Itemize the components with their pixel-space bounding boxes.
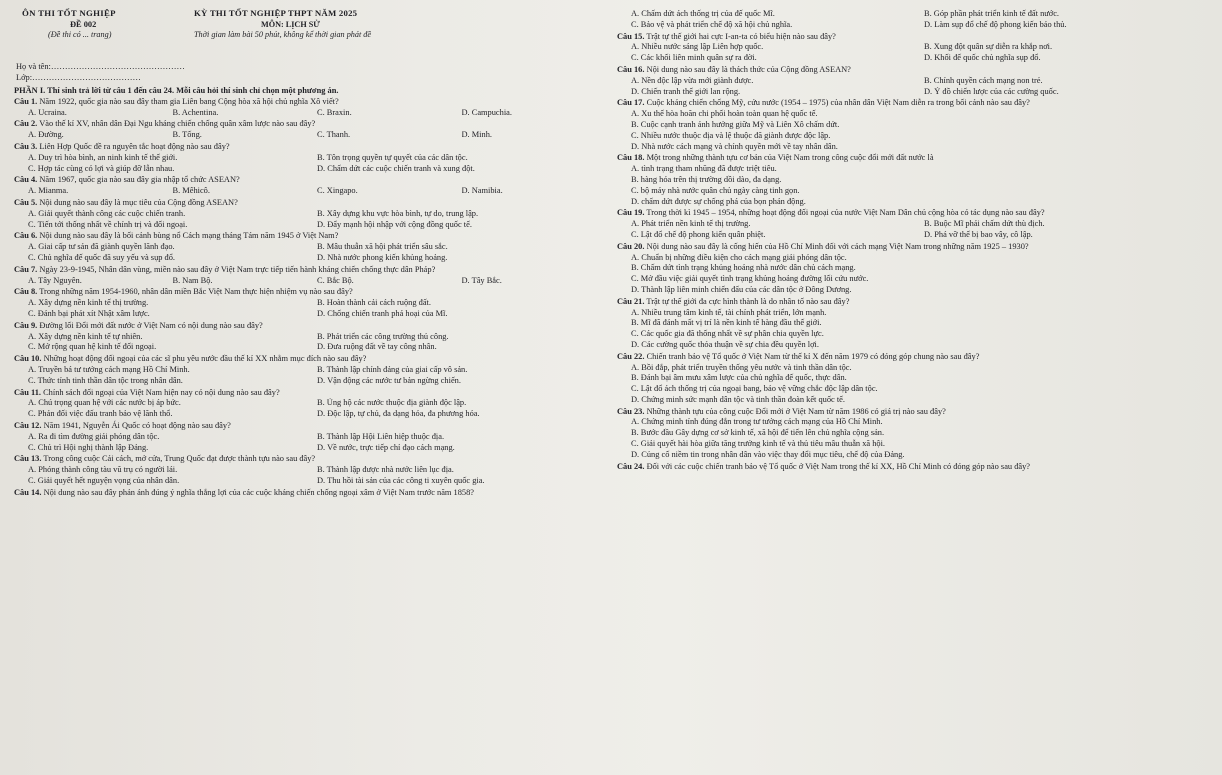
answer-option: C. bộ máy nhà nước quân chủ ngày càng tinh gọn.	[631, 185, 800, 195]
answer-option: A. Chú trọng quan hệ với các nước bị áp bức.	[28, 398, 181, 408]
question-text: Trong thời kì 1945 – 1954, những hoạt động đối ngoại của nước Việt Nam Dân chủ cộng hòa có tác dụng nào sau đây?	[646, 208, 1045, 218]
answer-option: D. Nhà nước phong kiến khủng hoảng.	[317, 252, 448, 262]
question-13	[14, 454, 606, 486]
answer-option: B. Hoàn thành cải cách ruộng đất.	[317, 298, 431, 308]
question-text: Năm 1941, Nguyễn Ái Quốc có hoạt động nào sau đây?	[43, 420, 231, 430]
question-24	[617, 462, 1217, 473]
question-text: Đối với các cuộc chiến tranh bảo vệ Tổ quốc ở Việt Nam trong thế kỉ XX, Hồ Chí Minh có đóng góp nào sau đây?	[646, 461, 1030, 471]
answer-option: B. Tống.	[172, 130, 202, 140]
answer-options	[617, 42, 1217, 64]
question-number: Câu 9.	[14, 320, 38, 330]
question-stem	[617, 98, 1217, 109]
question-text: Nội dung nào sau đây là bối cảnh bùng nổ Cách mạng tháng Tám năm 1945 ở Việt Nam?	[39, 231, 339, 241]
answer-options	[14, 209, 606, 231]
question-text: Nội dung nào sau đây phản ánh đúng ý nghĩa thắng lợi của các cuộc kháng chiến chống ngoại xâm ở Việt Nam trước năm 1858?	[43, 487, 475, 497]
answer-option: D. Phá vỡ thế bị bao vây, cô lập.	[924, 229, 1033, 239]
answer-option: C. Mở đầu việc giải quyết tình trạng khủng hoảng đường lối cứu nước.	[631, 274, 869, 284]
answer-option: B. Xây dựng khu vực hòa bình, tự do, trung lập.	[317, 208, 479, 218]
answer-option: B. Mêhicô.	[172, 186, 210, 196]
question-5	[14, 198, 606, 230]
question-number: Câu 18.	[617, 153, 645, 163]
answer-option: B. Chính quyền cách mạng non trẻ.	[924, 75, 1043, 85]
answer-option: C. Đánh bại phát xít Nhật xâm lược.	[28, 308, 150, 318]
time-note: Thời gian làm bài 50 phút, không kể thời gian phát đề	[194, 30, 372, 39]
question-number: Câu 4.	[14, 175, 38, 185]
question-23	[617, 407, 1217, 461]
answer-option: C. Bảo vệ và phát triển chế độ xã hội chủ nghĩa.	[631, 19, 793, 29]
answer-option: B. hàng hóa trên thị trường dồi dào, đa dạng.	[631, 174, 782, 184]
answer-option: A. Xây dựng nền kinh tế thị trường.	[28, 298, 149, 308]
answer-option: B. Thành lập Hội Liên hiệp thuộc địa.	[317, 431, 445, 441]
question-21	[617, 297, 1217, 351]
question-stem	[14, 321, 606, 332]
answer-option: A. Chuẩn bị những điều kiện cho cách mạng giải phóng dân tộc.	[631, 252, 847, 262]
answer-option: D. Khối đế quốc chủ nghĩa sụp đổ.	[924, 53, 1041, 63]
answer-option: A. Phát triển nền kinh tế thị trường.	[631, 219, 751, 229]
question-number: Câu 20.	[617, 241, 645, 251]
question-number: Câu 7.	[14, 264, 38, 274]
answer-options	[14, 398, 606, 420]
question-3	[14, 142, 606, 174]
question-stem	[14, 119, 606, 130]
subject-title: MÔN: LỊCH SỬ	[261, 20, 320, 29]
right-question-list	[617, 9, 1217, 472]
question-number: Câu 6.	[14, 231, 38, 241]
answer-option: D. Đưa ruộng đất về tay công nhân.	[317, 342, 437, 352]
answer-option: D. Minh.	[461, 130, 492, 140]
answer-option: A. Duy trì hòa bình, an ninh kinh tế thế giới.	[28, 152, 178, 162]
answer-option: D. Chấm dứt các cuộc chiến tranh và xung đột.	[317, 163, 475, 173]
answer-option: A. Chứng minh tính đúng đắn trong tư tưởng cách mạng của Hồ Chí Minh.	[631, 417, 883, 427]
answer-option: B. Nam Bộ.	[172, 275, 213, 285]
answer-options	[14, 242, 606, 264]
answer-option: B. Cuộc cạnh tranh ảnh hưởng giữa Mỹ và Liên Xô chấm dứt.	[631, 119, 840, 129]
answer-option: B. Bước đầu Gây dựng cơ sở kinh tế, xã hội để tiến lên chủ nghĩa cộng sản.	[631, 428, 885, 438]
answer-option: D. Về nước, trực tiếp chỉ đạo cách mạng.	[317, 442, 455, 452]
answer-option: D. Củng cố niềm tin trong nhân dân vào việc thay đổi mục tiêu, chế độ của Đảng.	[631, 449, 905, 459]
question-text: Liên Hợp Quốc đề ra nguyên tắc hoạt động nào sau đây?	[39, 141, 230, 151]
question-17	[617, 98, 1217, 152]
student-info	[16, 62, 606, 84]
answer-option: B. Ủng hộ các nước thuộc địa giành độc lập.	[317, 398, 467, 408]
answer-option: D. Chống chiến tranh phá hoại của Mĩ.	[317, 308, 448, 318]
question-number: Câu 19.	[617, 208, 645, 218]
answer-option: C. Mở rộng quan hệ kinh tế đối ngoại.	[28, 342, 157, 352]
answer-option: C. Thức tỉnh tinh thần dân tộc trong nhân dân.	[28, 375, 183, 385]
left-question-list	[14, 97, 606, 499]
question-text: Chính sách đối ngoại của Việt Nam hiện nay có nội dung nào sau đây?	[43, 387, 280, 397]
answer-option: C. Lật đổ chế độ phong kiến quân phiệt.	[631, 229, 766, 239]
answer-option: B. Mâu thuẫn xã hội phát triển sâu sắc.	[317, 242, 448, 252]
question-number: Câu 22.	[617, 351, 645, 361]
question-number: Câu 8.	[14, 287, 38, 297]
question-stem	[617, 242, 1217, 253]
question-stem	[14, 421, 606, 432]
answer-option: B. Chấm dứt tình trạng khủng hoảng nhà nước dân chủ cách mạng.	[631, 263, 856, 273]
answer-option: A. Ucraina.	[28, 107, 67, 117]
answer-option: B. Xung đột quân sự diễn ra khắp nơi.	[924, 42, 1053, 52]
answer-options	[14, 108, 606, 119]
answer-option: C. Giải quyết hài hòa giữa tăng trưởng kinh tế và thủ tiêu mâu thuẫn xã hội.	[631, 439, 886, 449]
answer-options	[14, 153, 606, 175]
answer-options	[14, 332, 606, 354]
question-14	[14, 488, 606, 499]
exam-title: KỲ THI TỐT NGHIỆP THPT NĂM 2025	[194, 8, 358, 18]
question-11	[14, 388, 606, 420]
question-text: Những hoạt động đối ngoại của các sĩ phu yêu nước đầu thế kỉ XX nhằm mục đích nào sau đây?	[43, 354, 367, 364]
answer-option: A. Xây dựng nền kinh tế tự nhiên.	[28, 331, 143, 341]
question-stem	[14, 142, 606, 153]
question-stem	[14, 454, 606, 465]
answer-option: D. Làm sụp đổ chế độ phong kiến bảo thủ.	[924, 19, 1067, 29]
question-text: Vào thế kỉ XV, nhân dân Đại Ngu kháng chiến chống quân xâm lược nào sau đây?	[39, 119, 316, 129]
name-field: Họ và tên:…………………………………………	[16, 62, 185, 71]
question-number: Câu 5.	[14, 197, 38, 207]
answer-option: B. Phát triển các công trường thủ công.	[317, 331, 449, 341]
answer-options	[617, 109, 1217, 152]
answer-option: C. Phản đối việc đấu tranh bảo vệ lãnh thổ.	[28, 409, 173, 419]
answer-options	[14, 130, 606, 141]
page-note: (Đề thi có ... trang)	[48, 30, 112, 39]
question-stem	[617, 153, 1217, 164]
question-stem	[14, 97, 606, 108]
answer-option: D. Độc lập, tự chủ, đa dạng hóa, đa phương hóa.	[317, 409, 480, 419]
question-text: Trật tự thế giới hai cực I-an-ta có biểu hiện nào sau đây?	[646, 31, 836, 41]
question-12	[14, 421, 606, 453]
question-number: Câu 13.	[14, 454, 42, 464]
question-text: Đường lối Đổi mới đất nước ở Việt Nam có nội dung nào sau đây?	[39, 320, 263, 330]
exam-code: ĐỀ 002	[70, 20, 97, 29]
answer-options	[617, 363, 1217, 406]
header-left-title: ÔN THI TỐT NGHIỆP	[22, 8, 116, 18]
answer-option: D. Đẩy mạnh hội nhập với cộng đồng quốc tế.	[317, 219, 472, 229]
question-stem	[617, 462, 1217, 473]
right-column	[617, 0, 1217, 473]
answer-option: A. Nhiều trung tâm kinh tế, tài chính phát triển, lớn mạnh.	[631, 307, 827, 317]
answer-option: B. Buộc Mĩ phải chấm dứt thù địch.	[924, 219, 1045, 229]
question-text: Nội dung nào sau đây là cống hiến của Hồ Chí Minh đối với cách mạng Việt Nam trong những năm 1925 – 1930?	[646, 241, 1029, 251]
answer-option: A. Tây Nguyên.	[28, 275, 82, 285]
question-stem	[14, 198, 606, 209]
question-cont	[617, 9, 1217, 31]
question-4	[14, 175, 606, 197]
question-number: Câu 14.	[14, 487, 42, 497]
question-number: Câu 16.	[617, 64, 645, 74]
answer-options	[14, 186, 606, 197]
question-number: Câu 23.	[617, 406, 645, 416]
question-stem	[14, 488, 606, 499]
question-number: Câu 3.	[14, 141, 38, 151]
answer-option: C. Chủ trì Hội nghị thành lập Đảng.	[28, 442, 149, 452]
question-number: Câu 10.	[14, 354, 42, 364]
answer-option: A. Xu thế hòa hoãn chi phối hoàn toàn quan hệ quốc tế.	[631, 109, 818, 119]
question-number: Câu 15.	[617, 31, 645, 41]
answer-option: D. Namibia.	[461, 186, 503, 196]
question-text: Chiến tranh bảo vệ Tổ quốc ở Việt Nam từ thế kỉ X đến năm 1979 có đóng góp chung nào sau đây?	[646, 351, 980, 361]
answer-option: D. Nhà nước cách mạng và chính quyền mới về tay nhân dân.	[631, 141, 838, 151]
answer-option: D. Các cường quốc thỏa thuận về sự chia đều quyền lợi.	[631, 339, 819, 349]
question-text: Trong công cuộc Cải cách, mở cửa, Trung Quốc đạt được thành tựu nào sau đây?	[43, 454, 316, 464]
question-number: Câu 11.	[14, 387, 41, 397]
question-stem	[14, 231, 606, 242]
answer-option: A. Giai cấp tư sản đã giành quyền lãnh đạo.	[28, 242, 175, 252]
question-8	[14, 287, 606, 319]
question-16	[617, 65, 1217, 97]
answer-options	[617, 219, 1217, 241]
question-text: Trong những năm 1954-1960, nhân dân miền Bắc Việt Nam thực hiện nhiệm vụ nào sau đây?	[39, 287, 353, 297]
question-stem	[617, 208, 1217, 219]
answer-option: B. Góp phần phát triển kinh tế đất nước.	[924, 9, 1060, 18]
question-number: Câu 1.	[14, 96, 38, 106]
answer-options	[617, 417, 1217, 460]
answer-option: A. Đường.	[28, 130, 64, 140]
question-text: Năm 1967, quốc gia nào sau đây gia nhập tổ chức ASEAN?	[39, 175, 240, 185]
answer-option: A. Mianma.	[28, 186, 69, 196]
answer-option: A. Giải quyết thành công các cuộc chiến tranh.	[28, 208, 186, 218]
question-text: Cuộc kháng chiến chống Mỹ, cứu nước (1954 – 1975) của nhân dân Việt Nam diễn ra trong bối cảnh nào sau đây?	[646, 98, 1030, 108]
answer-options	[617, 308, 1217, 351]
question-text: Những thành tựu của công cuộc Đổi mới ở Việt Nam từ năm 1986 có giá trị nào sau đây?	[646, 406, 946, 416]
answer-option: A. Bồi đắp, phát triển truyền thống yêu nước và tinh thần dân tộc.	[631, 362, 852, 372]
answer-option: A. Nhiều nước sáng lập Liên hợp quốc.	[631, 42, 764, 52]
answer-option: C. Bắc Bộ.	[317, 275, 354, 285]
question-text: Nội dung nào sau đây là mục tiêu của Cộng đồng ASEAN?	[39, 197, 238, 207]
answer-option: C. Giải quyết hết nguyện vọng của nhân dân.	[28, 475, 180, 485]
answer-options	[617, 164, 1217, 207]
class-field: Lớp:…………………………………	[16, 73, 141, 82]
question-text: Năm 1922, quốc gia nào sau đây tham gia Liên bang Cộng hòa xã hội chủ nghĩa Xô viết?	[39, 96, 339, 106]
answer-option: C. Hợp tác cùng có lợi và giúp đỡ lẫn nhau.	[28, 163, 175, 173]
exam-header	[14, 0, 606, 62]
answer-option: D. chấm dứt được sự chống phá của bọn phản động.	[631, 196, 806, 206]
answer-options	[617, 9, 1217, 31]
answer-option: B. Mĩ đã đánh mất vị trí là nền kinh tế hàng đầu thế giới.	[631, 318, 822, 328]
answer-option: B. Thành lập được nhà nước liên lục địa.	[317, 465, 454, 475]
question-22	[617, 352, 1217, 406]
question-stem	[14, 354, 606, 365]
answer-option: D. Ý đồ chiến lược của các cường quốc.	[924, 86, 1059, 96]
question-19	[617, 208, 1217, 240]
answer-option: B. Achentina.	[172, 107, 219, 117]
question-9	[14, 321, 606, 353]
question-stem	[617, 407, 1217, 418]
question-number: Câu 21.	[617, 296, 645, 306]
left-column	[14, 0, 606, 499]
answer-options	[14, 365, 606, 387]
answer-options	[617, 76, 1217, 98]
question-stem	[617, 352, 1217, 363]
question-1	[14, 97, 606, 119]
answer-option: A. Phóng thành công tàu vũ trụ có người lái.	[28, 465, 178, 475]
answer-options	[14, 276, 606, 287]
question-2	[14, 119, 606, 141]
question-text: Trật tự thế giới đa cực hình thành là do nhân tố nào sau đây?	[646, 296, 850, 306]
answer-option: A. Nền độc lập vừa mới giành được.	[631, 75, 754, 85]
question-stem	[14, 265, 606, 276]
question-10	[14, 354, 606, 386]
question-number: Câu 24.	[617, 461, 645, 471]
answer-option: C. Tiến tới thống nhất về chính trị và đối ngoại.	[28, 219, 188, 229]
question-stem	[14, 175, 606, 186]
answer-option: C. Thanh.	[317, 130, 351, 140]
question-20	[617, 242, 1217, 296]
question-number: Câu 12.	[14, 420, 42, 430]
question-stem	[617, 65, 1217, 76]
question-number: Câu 17.	[617, 98, 645, 108]
answer-option: D. Chiến tranh thế giới lan rộng.	[631, 86, 741, 96]
answer-option: D. Vận động các nước tư bản ngừng chiến.	[317, 375, 461, 385]
answer-option: C. Các quốc gia đã thống nhất về sự phân chia quyền lực.	[631, 329, 824, 339]
question-stem	[617, 297, 1217, 308]
question-text: Một trong những thành tựu cơ bản của Việt Nam trong công cuộc đổi mới đất nước là	[646, 153, 934, 163]
answer-options	[617, 253, 1217, 296]
question-stem	[617, 32, 1217, 43]
part-one-instruction: PHẦN I. Thí sinh trả lời từ câu 1 đến câu 24. Mỗi câu hỏi thí sinh chỉ chọn một phương án.	[14, 86, 339, 95]
answer-option: A. Truyền bá tư tưởng cách mạng Hồ Chí Minh.	[28, 364, 190, 374]
answer-option: A. Chấm dứt ách thống trị của đế quốc Mĩ.	[631, 9, 775, 18]
question-number: Câu 2.	[14, 119, 38, 129]
answer-option: C. Chủ nghĩa đế quốc đã suy yếu và sụp đổ.	[28, 252, 176, 262]
question-15	[617, 32, 1217, 64]
answer-option: C. Xingapo.	[317, 186, 358, 196]
question-stem	[14, 388, 606, 399]
question-text: Nội dung nào sau đây là thách thức của Cộng đồng ASEAN?	[646, 64, 851, 74]
answer-option: D. Campuchia.	[461, 107, 512, 117]
answer-option: C. Các khối liên minh quân sự ra đời.	[631, 53, 757, 63]
question-text: Ngày 23-9-1945, Nhân dân vùng, miền nào sau đây ở Việt Nam trực tiếp tiến hành kháng chiến chống thực dân Pháp?	[39, 264, 436, 274]
answer-option: D. Thu hồi tài sản của các công ti xuyên quốc gia.	[317, 475, 485, 485]
answer-options	[14, 432, 606, 454]
answer-option: A. Ra đi tìm đường giải phóng dân tộc.	[28, 431, 160, 441]
answer-option: C. Nhiều nước thuộc địa và lệ thuộc đã giành được độc lập.	[631, 130, 831, 140]
answer-options	[14, 465, 606, 487]
answer-option: B. Tôn trọng quyền tự quyết của các dân tộc.	[317, 152, 468, 162]
answer-option: C. Braxin.	[317, 107, 352, 117]
answer-option: D. Chứng minh sức mạnh dân tộc và tinh thần đoàn kết quốc tế.	[631, 394, 845, 404]
question-6	[14, 231, 606, 263]
answer-option: B. Thành lập chính đảng của giai cấp vô sản.	[317, 364, 468, 374]
answer-option: A. tình trạng tham nhũng đã được triệt tiêu.	[631, 164, 777, 174]
answer-option: D. Tây Bắc.	[461, 275, 502, 285]
question-7	[14, 265, 606, 287]
question-stem	[14, 287, 606, 298]
question-18	[617, 153, 1217, 207]
answer-option: C. Lật đổ ách thống trị của ngoại bang, bảo vệ vững chắc độc lập dân tộc.	[631, 384, 878, 394]
answer-option: B. Đánh bại âm mưu xâm lược của chủ nghĩa đế quốc, thực dân.	[631, 373, 847, 383]
answer-options	[14, 298, 606, 320]
answer-option: D. Thành lập liên minh chiến đấu của các dân tộc ở Đông Dương.	[631, 284, 852, 294]
